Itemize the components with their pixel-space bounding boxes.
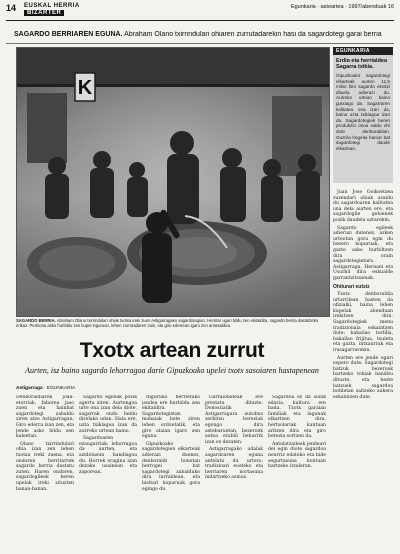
body-paragraph: Garraiobideak ere prestatu dituzte. Donostiatik Astigarragara autobus zerbitzu bereziak egongo dira asteburuetan, bezeroek autoa erabili beharrik izan ez dezaten.: [205, 395, 263, 445]
article-column-2: [79, 395, 137, 545]
kicker-label: SAGARDO BERRIAREN EGUNA.: [14, 31, 123, 38]
dateline: Egunkaria · asteartea · 1997/abenduak 16: [290, 4, 394, 10]
right-paragraph: Txotx denboraldia urtarrilean hasten da ofizialki, baina lehen kupelak abenduan irekitzen dira. Sagardotegiek menu tradizionala eskaintzen dute: bakailao tortilla, bakailao frijitua, txuleta eta gazta, intxaurrak eta irasagarrarekin.: [333, 292, 393, 354]
kicker-rule: [6, 43, 394, 44]
right-paragraph: Sagardo egileek adierazi dutenez, azken urteotan gora egin du bezero kopuruak, eta gazte asko hurbiltzen dira orain sagardotegietara. Astigarraga, Hernani eta Usurbil dira eskualde garrantzitsuenak.: [333, 225, 393, 281]
caption-label: SAGARDO BERRIA.: [16, 318, 56, 323]
info-sidebar: [333, 47, 393, 183]
body-paragraph: Astigarragako udalak sagardoaren eguna antolatu du urtero, tradizioari eusteko eta herriaren nortasuna indartzeko asmoz.: [205, 447, 263, 481]
kicker: [14, 31, 386, 38]
body-paragraph: Sagardo egileak pozik agertu ziren. Aurtengoa urte ona izan dela diote, sagarrak ondo heldu direlako udan. Hala ere, uzta txikiagoa izan da aurreko urtean baino.: [79, 395, 137, 434]
sidebar-title: Erdia eta herrialdea Sagarra txikia.: [336, 58, 388, 70]
photo-illustration: [17, 48, 329, 316]
article-headline: Txotx artean zurrut: [79, 339, 265, 362]
body-paragraph: Inguruko herrietako jendea ere hurbildu zen ekitaldira. Sagardotegietan mahaiak bete ziren lehen orduetatik, eta giro alaian igaro zen eguna.: [142, 395, 200, 440]
sidebar-label: EGUNKARIA: [333, 47, 393, 55]
article-column-4: [205, 395, 263, 545]
body-paragraph: Denboraldiaren joan-etorriak, faborea jaso zuen eta hainbat sagardotegi zabaldu ziren atzo Astigarragan. Giro ederra izan zen, eta jende asko bildu zen kaleetan.: [16, 395, 74, 440]
byline: [16, 386, 75, 391]
page-number: 14: [6, 3, 17, 13]
byline-label: Astigarraga: [16, 386, 43, 391]
kicker-text: Abraham Olano txirrindulari ohiaren zurrutadarekin hasi da sagardotegi garai berria: [122, 31, 382, 38]
news-photo: [16, 47, 330, 317]
sign-letter: K: [77, 77, 93, 99]
article-column-5: [268, 395, 326, 545]
body-paragraph: Antolatzaileek jendeari dei egin diote sagardoa neurriz edateko eta bide segurtasuna kontuan hartzeko itzuleran.: [268, 441, 326, 470]
right-paragraph: Aurten ere jende ugari espero dute. Sagardotegi batzuk bezeroak hartzeko tokiak handitu dituzte, eta beste batzuek sagardoa botiletan saltzeko aukera eskaintzen dute.: [333, 355, 393, 400]
article-subtitle: Aurten, isz baino sagardo lehorragoa darie Gipuzkoako upelei txotx sasoiaren hastapenean: [25, 366, 319, 375]
article-column-3: [142, 395, 200, 545]
body-paragraph: Gipuzkoako sagardotegien elkarteak adierazi duenez, denboraldi honetan berrogei bat sagardotegi zabalduko dira lurraldean, eta bisitari kopuruak gora egingo du.: [142, 441, 200, 492]
paper-name: EUSKAL HERRIA: [24, 3, 80, 9]
body-paragraph: Sagardoaren ezaugarriak: lehorragoa da aurten, eta azidotasun handiagoa du. Horrek eragina izan dezake usainean eta zaporean.: [79, 436, 137, 475]
header-rule: [6, 20, 394, 21]
section-label: BIZARTER: [24, 10, 64, 16]
page-header: [6, 3, 394, 17]
caption-text: Abraham Olano txirrindulari ohiak txotxa ireki zuen Astigarragako sagardotegian. Herritar ugari bildu zen ekitaldira, sagardo berria dastatzeko irrikaz. Pertsona asko hurbildu zen kupel inguruan, lehen zurrutadaren zain, eta giro ederrean igaro zen arratsaldea.: [16, 318, 319, 329]
right-paragraph: Juan Jose Goikoetxea zuzendari ohiak azaldu du sagardoaren kalitatea ona dela aurten ere, eta sagardogile gehienek pozik daudela uztarekin.: [333, 190, 393, 223]
article-column-1: [16, 395, 74, 545]
sidebar-body: Gipuzkoako sagardotegi elkarteak aurten 11,5 milioi litro sagardo ekoitzi dituela adierazi du. Aurreko urtean baino gutxiago da. Sagarraren kalitatea ona izan da, baina uzta txikiagoa izan da. Sagardotegiek beren produkzio osoa saldu ohi dute denboraldian. Guztira hogeita hamar bat sagardotegi daude elkartean.: [336, 73, 390, 151]
body-paragraph: Sagardoa ez da soilik edaria, kultura ere bada. Txotx garaian familiak eta lagunak elkartzen dira, bertsolariak kantuan aritzen dira eta giro berezia sortzen da.: [268, 395, 326, 440]
right-subhead: Ohiturari eutsiz: [333, 283, 370, 290]
right-column: [333, 190, 393, 402]
body-paragraph: Olano txirrindulari ohia izan zen lehen txotxa ireki zuena, eta ondoren herritarrek sagardo berria dastatu zuten. Haren ondoren, sagardogileek beren upelak ireki zituzten banan-banan.: [16, 441, 74, 492]
byline-text: · EGUNKARIA: [42, 386, 76, 391]
photo-caption: [16, 318, 328, 328]
